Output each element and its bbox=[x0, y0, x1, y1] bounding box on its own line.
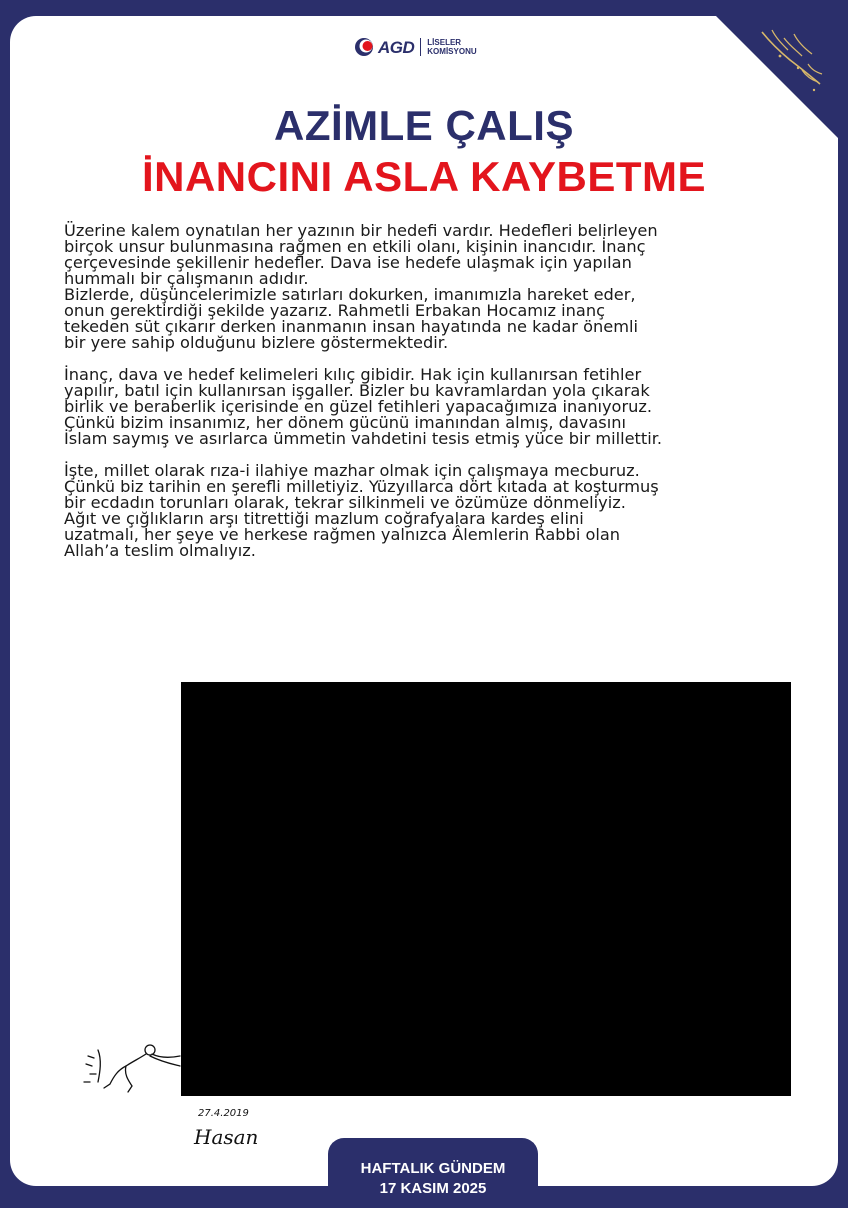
text-line: birlik ve beraberlik içerisinde en güzel fetihleri yapacağımıza inanıyoruz. bbox=[64, 397, 653, 416]
text-line: uzatmalı, her şeye ve herkese rağmen yalnızca Âlemlerin Rabbi olan bbox=[64, 525, 621, 544]
text-line: Üzerine kalem oynatılan her yazının bir hedefi vardır. Hedefleri belirleyen bbox=[64, 221, 658, 240]
text-line: yapılır, batıl için kullanırsan işgaller. Bizler bu kavramlardan yola çıkarak bbox=[64, 381, 650, 400]
text-line: İşte, millet olarak rıza-i ilahiye mazhar olmak için çalışmaya mecburuz. bbox=[64, 461, 640, 480]
text-line: hummalı bir çalışmanın adıdır. bbox=[64, 269, 309, 288]
text-line: bir yere sahip olduğunu bizlere göstermektedir. bbox=[64, 333, 449, 352]
footer-badge bbox=[328, 1138, 538, 1208]
logo-subtitle bbox=[427, 38, 476, 56]
text-line: Bizlerde, düşüncelerimizle satırları dokurken, imanımızla hareket eder, bbox=[64, 285, 636, 304]
black-wall bbox=[181, 682, 791, 1096]
text-line: çerçevesinde şekillenir hedefler. Dava ise hedefe ulaşmak için yapılan bbox=[64, 253, 632, 272]
title-line2: İNANCINI ASLA KAYBETME bbox=[141, 153, 707, 200]
footer-line1: HAFTALIK GÜNDEM bbox=[360, 1160, 506, 1177]
signature-name: Hasan bbox=[194, 1125, 259, 1149]
logo-brand: AGD bbox=[378, 37, 415, 57]
logo-line2: KOMİSYONU bbox=[427, 47, 477, 56]
text-line: Allah’a teslim olmalıyız. bbox=[64, 541, 256, 560]
text-line: Çünkü bizim insanımız, her dönem gücünü imanından almış, davasını bbox=[64, 413, 626, 432]
text-line: İnanç, dava ve hedef kelimeleri kılıç gibidir. Hak için kullanırsan fetihler bbox=[64, 365, 642, 384]
pushing-figure-icon bbox=[80, 1036, 185, 1096]
text-line: bir ecdadın torunları olarak, tekrar silkinmeli ve özümüze dönmeliyiz. bbox=[64, 493, 626, 512]
cartoon-illustration bbox=[80, 664, 800, 1149]
paragraph bbox=[64, 223, 790, 351]
title-line1: AZİMLE ÇALIŞ bbox=[274, 102, 574, 149]
paragraph bbox=[64, 463, 790, 559]
text-line: Ağıt ve çığlıkların arşı titrettiği mazlum coğrafyalara kardeş elini bbox=[64, 509, 584, 528]
article-body bbox=[64, 223, 790, 575]
text-line: tekeden süt çıkarır derken inanmanın insan hayatında ne kadar önemli bbox=[64, 317, 638, 336]
logo-line1: LİSELER bbox=[427, 38, 462, 47]
logo-divider bbox=[420, 38, 421, 56]
text-line: birçok unsur bulunmasına rağmen en etkili olanı, kişinin inancıdır. İnanç bbox=[64, 237, 646, 256]
crescent-logo-icon bbox=[354, 37, 374, 57]
text-line: onun gerektirdiği şekilde yazarız. Rahmetli Erbakan Hocamız inanç bbox=[64, 301, 606, 320]
footer-line2: 17 KASIM 2025 bbox=[379, 1180, 487, 1197]
poster-card bbox=[10, 16, 838, 1197]
paragraph bbox=[64, 367, 790, 447]
text-line: Çünkü biz tarihin en şerefli milletiyiz. Yüzyıllarca dört kıtada at koşturmuş bbox=[64, 477, 659, 496]
logo bbox=[354, 36, 477, 58]
artist-signature bbox=[184, 1100, 274, 1156]
text-line: İslam saymış ve asırlarca ümmetin vahdetini tesis etmiş yüce bir millettir. bbox=[64, 429, 663, 448]
signature-date: 27.4.2019 bbox=[198, 1108, 249, 1119]
